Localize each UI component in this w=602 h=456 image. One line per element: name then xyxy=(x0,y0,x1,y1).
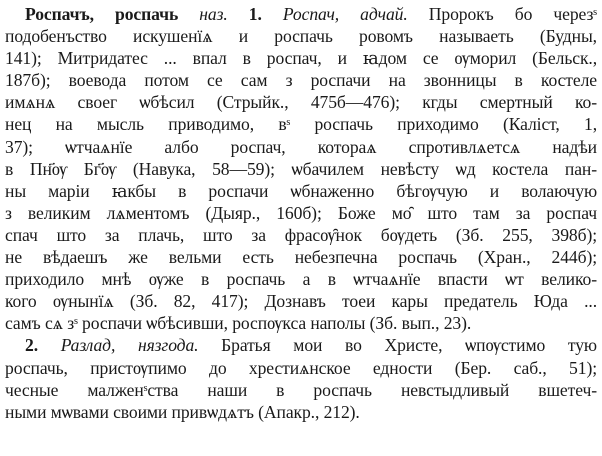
sense-2-text-line: Братья мои во Христе, ѡпѹстимо тую xyxy=(221,335,597,356)
entry-line: нец на мысль приводимо, вˢ роспачь приходимо (Каліст, 1, xyxy=(5,114,597,135)
entry-line: кого ѹнынїѧ (Зб. 82, 417); Дознавъ тоеи кары предатель Юда ... xyxy=(5,291,597,312)
sense-2-number: 2. xyxy=(25,335,38,356)
entry-line: з великим лѧментомъ (Дыяр., 160б); Боже мо̑ што там за роспач xyxy=(5,202,597,223)
dictionary-entry xyxy=(5,3,597,423)
entry-line: ными мѡвами своими привѡдѧтъ (Апакр., 212). xyxy=(5,401,360,422)
entry-line-1 xyxy=(5,3,597,25)
entry-line: 141); Митридатес ... впал в роспач, и ꙗдом се ѹморил (Бельск., xyxy=(5,48,597,69)
entry-line: роспачь, пристѹпимо до хрестиѧнское едности (Бер. саб., 51); xyxy=(5,357,597,378)
entry-line: 187б); воевода потом се сам з роспачи на звонницы в костеле xyxy=(5,70,597,91)
entry-line: подобенъство искушенїѧ и роспачь ровомъ называеть (Будны, xyxy=(5,26,597,47)
sense-2-gloss: Разлад, нязгода. xyxy=(60,335,199,356)
grammar-label: наз. xyxy=(199,4,228,24)
entry-line: 37); ѡтчаѧнїе албо роспач, котораѧ спротивлѧетсѧ надѣи xyxy=(5,136,597,157)
entry-line: приходило мнѣ ѹже в роспачь а в ѡтчаѧнїе впасти ѡт велико- xyxy=(5,269,597,290)
sense-1-text-line: Пророкъ бо черезˢ xyxy=(428,4,597,24)
entry-line: самъ сѧ зˢ роспачи ѡбѣсивши, роспѹкса наполы (Зб. вып., 23). xyxy=(5,313,472,334)
entry-line-sense-2 xyxy=(5,334,597,356)
entry-line: чесные малженˢства наши в роспачь невстыдливый вшетеч- xyxy=(5,379,597,400)
entry-line: имѧнѧ своег ѡбѣсил (Стрыйк., 475б—476); кгды смертный ко- xyxy=(5,92,597,113)
entry-line: спач што за плачь, што за фрасѹ̑нок бѹдеть (Зб. 255, 398б); xyxy=(5,224,597,245)
entry-line: в Пн҃ѹ Бг҃ѹ (Навука, 58—59); ѡбачилем невѣсту ѡд костела пан- xyxy=(5,158,597,179)
headword: Роспачъ, роспачь xyxy=(25,4,179,24)
entry-line: не вѣдаешъ же вельми есть небезпечна роспачь (Хран., 244б); xyxy=(5,247,597,268)
entry-line: ны маріи ꙗкбы в роспачи ѡбнаженно бѣгѹчую и волаючую xyxy=(5,180,597,201)
sense-1-number: 1. xyxy=(248,4,262,24)
sense-1-gloss: Роспач, адчай. xyxy=(282,4,408,24)
